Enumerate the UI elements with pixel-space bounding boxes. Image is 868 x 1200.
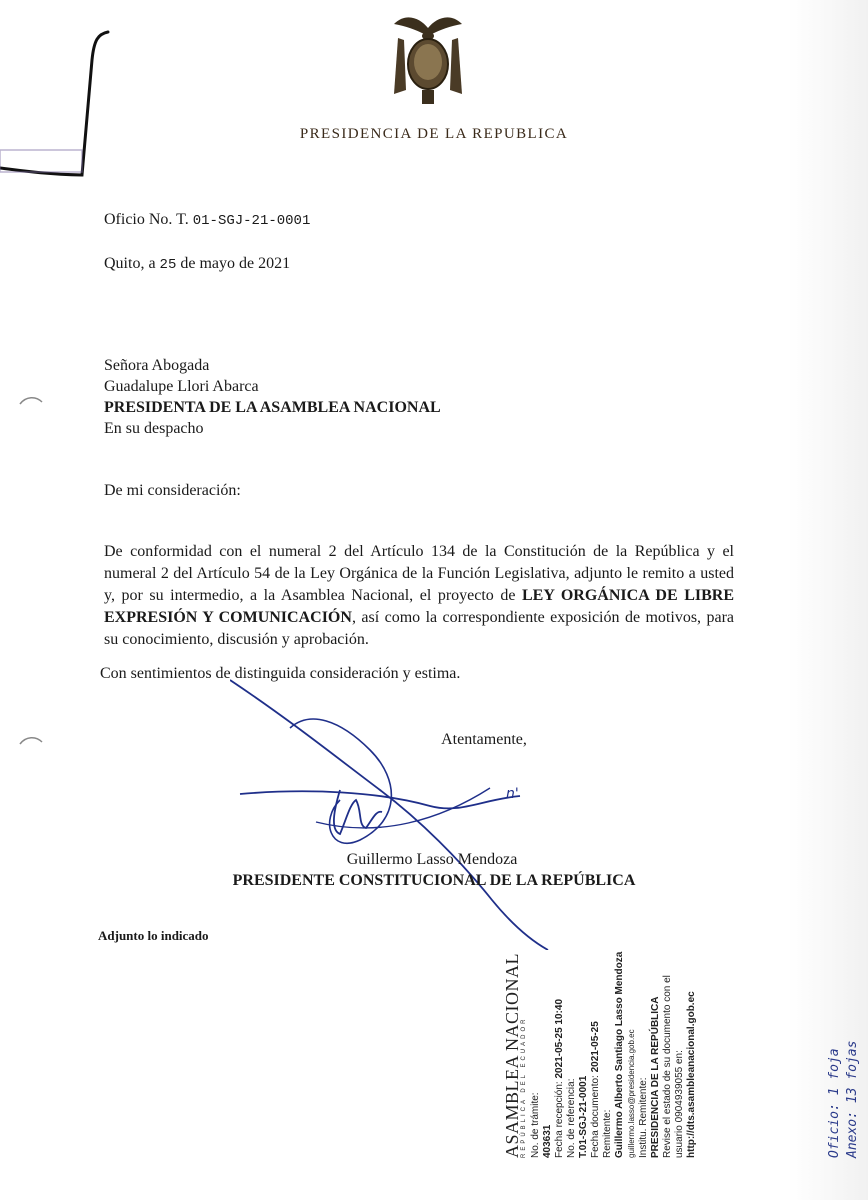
handwritten-annotation [826,958,866,1158]
stamp-revise-text: Revise el estado de su documento con el usuario 0904939055 en: [662,975,685,1158]
ecuador-coat-of-arms-icon [386,8,470,108]
punch-hole-mark [18,734,44,748]
signatory-name: Guillermo Lasso Mendoza [346,851,518,868]
stamp-org-subtitle: REPÚBLICA DEL ECUADOR [521,1016,527,1158]
handwritten-corner-mark [0,0,120,190]
stamp-fecha-documento-label: Fecha documento: [590,1075,601,1158]
date-rest: de mayo de 2021 [180,255,291,272]
oficio-label: Oficio No. T. [104,211,189,228]
stamp-fecha-recepcion [554,958,566,1158]
handwritten-oficio-count: Oficio: 1 foja [827,1048,842,1158]
body-part2: , así como la correspondiente exposición de motivos, para su conocimiento, discusión y aprobación. [104,609,735,648]
stamp-fecha-recepcion-value: 2021-05-25 10:40 [554,998,565,1079]
greeting: De mi consideración: [104,482,241,499]
date-prefix: Quito, a [104,255,156,272]
stamp-institucion-label: Institu. Remitente: [638,1077,649,1158]
stamp-fecha-documento [590,958,602,1158]
handwritten-anexo-count: Anexo: 13 fojas [845,1040,860,1158]
oficio-code: 01-SGJ-21-0001 [192,213,311,229]
law-name: LEY ORGÁNICA DE LIBRE EXPRESIÓN Y COMUNICACIÓN [104,587,734,626]
handwritten-signature [230,670,550,950]
farewell: Atentamente, [441,731,527,748]
stamp-referencia-label: No. de referencia: [566,1078,577,1158]
reception-stamp [502,951,836,1158]
stamp-fecha-documento-value: 2021-05-25 [590,1021,601,1073]
stamp-tramite-value: 403631 [542,1124,553,1158]
stamp-remitente-value: Guillermo Alberto Santiago Lasso Mendoza [614,951,625,1158]
closing-line: Con sentimientos de distinguida consideración y estima. [100,665,461,682]
stamp-fecha-recepcion-label: Fecha recepción: [554,1081,565,1158]
signatory-title: PRESIDENTE CONSTITUCIONAL DE LA REPÚBLICA [232,872,636,889]
date-day: 25 [159,257,177,273]
body-paragraph [104,541,734,651]
body-part1: De conformidad con el numeral 2 del Artículo 134 de la Constitución de la República y el numeral 2 del Artículo 54 de la Ley Orgánica de la Función Legislativa, adjunto le remito a usted y, por su intermedio, a la Asamblea Nacional, el proyecto de [104,543,734,604]
letter-date [104,254,290,275]
stamp-remitente-email: guillermo.lasso@presidencia.gob.ec [627,1029,636,1158]
stamp-institucion-value: PRESIDENCIA DE LA REPÚBLICA [650,996,661,1158]
stamp-url: http://dts.asambleanacional.gob.ec [686,991,697,1158]
attachment-note: Adjunto lo indicado [98,928,209,943]
stamp-remitente-label: Remitente: [602,1109,613,1158]
recipient-title: PRESIDENTA DE LA ASAMBLEA NACIONAL [104,399,441,416]
recipient-salutation: Señora Abogada [104,357,210,374]
punch-hole-mark [18,394,44,408]
stamp-tramite-label: No. de trámite: [530,1092,541,1158]
recipient-name: Guadalupe Llori Abarca [104,378,259,395]
stamp-referencia-value: T.01-SGJ-21-0001 [578,1075,589,1158]
signature-initials: n' [506,786,519,802]
oficio-number [104,210,310,231]
stamp-org-name: ASAMBLEA NACIONAL [502,952,522,1158]
institution-header: PRESIDENCIA DE LA REPUBLICA [299,126,569,142]
recipient-place: En su despacho [104,420,204,437]
